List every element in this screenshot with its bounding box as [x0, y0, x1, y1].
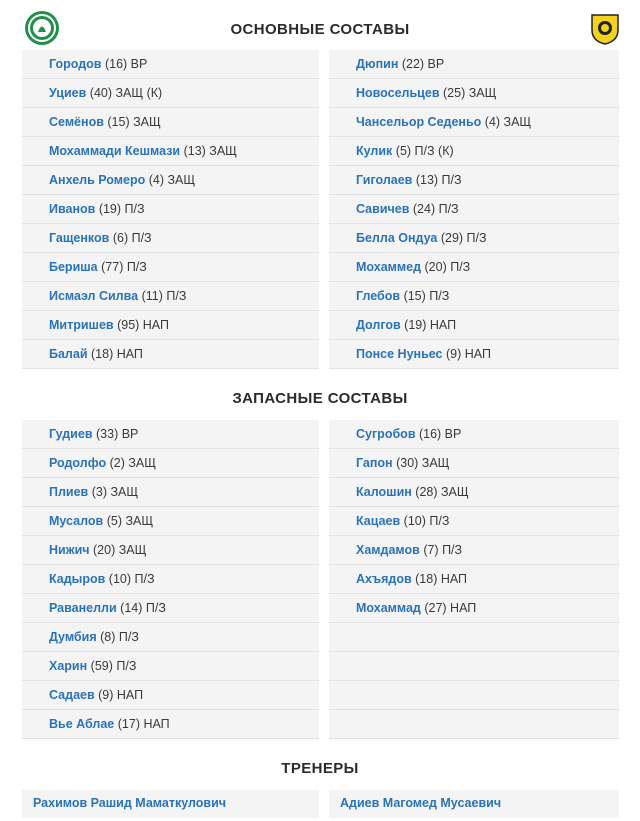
player-number-position: (77) П/З	[101, 260, 147, 274]
player-number-position: (2) ЗАЩ	[109, 456, 156, 470]
player-row	[22, 253, 319, 282]
player-number-position: (3) ЗАЩ	[91, 485, 139, 499]
player-name-link[interactable]: Долгов	[356, 318, 401, 332]
player-row	[329, 137, 619, 166]
player-row	[329, 311, 619, 340]
player-number-position: (13) ЗАЩ	[183, 144, 237, 158]
lineups-heading: ОСНОВНЫЕ СОСТАВЫ	[230, 21, 410, 38]
player-row	[22, 340, 319, 369]
player-number-position: (16) ВР	[104, 57, 148, 71]
player-number-position: (20) П/З	[424, 260, 471, 274]
away-starting-list	[329, 50, 619, 369]
player-number-position: (28) ЗАЩ	[415, 485, 469, 499]
player-number-position: (4) ЗАЩ	[148, 173, 196, 187]
coaches-heading: ТРЕНЕРЫ	[281, 760, 359, 777]
player-number-position: (27) НАП	[424, 601, 477, 615]
player-row	[329, 594, 619, 623]
player-name-link[interactable]: Белла Ондуа	[356, 231, 438, 245]
player-row	[22, 623, 319, 652]
player-name-link[interactable]: Родолфо	[49, 456, 107, 470]
player-number-position: (10) П/З	[108, 572, 155, 586]
player-number-position: (16) ВР	[418, 427, 462, 441]
player-row	[22, 311, 319, 340]
player-row	[22, 166, 319, 195]
player-row	[22, 594, 319, 623]
player-number-position: (17) НАП	[117, 717, 170, 731]
player-name-link[interactable]: Плиев	[49, 485, 89, 499]
empty-row	[329, 681, 619, 710]
player-name-link[interactable]: Семёнов	[49, 115, 104, 129]
player-row	[22, 79, 319, 108]
home-starting-list	[22, 50, 319, 369]
player-number-position: (18) НАП	[415, 572, 468, 586]
player-number-position: (10) П/З	[403, 514, 450, 528]
player-row	[22, 420, 319, 449]
player-number-position: (59) П/З	[90, 659, 137, 673]
player-number-position: (9) НАП	[445, 347, 491, 361]
player-row	[329, 340, 619, 369]
player-name-link[interactable]: Вье Аблае	[49, 717, 115, 731]
player-number-position: (11) П/З	[141, 289, 187, 303]
player-row	[22, 108, 319, 137]
player-name-link[interactable]: Митришев	[49, 318, 114, 332]
player-name-link[interactable]: Мохаммед	[356, 260, 422, 274]
player-name-link[interactable]: Сугробов	[356, 427, 416, 441]
player-number-position: (19) НАП	[404, 318, 457, 332]
player-name-link[interactable]: Кулик	[356, 144, 393, 158]
player-row	[22, 224, 319, 253]
player-name-link[interactable]: Раванелли	[49, 601, 117, 615]
player-number-position: (6) П/З	[112, 231, 152, 245]
away-subs-list	[329, 420, 619, 739]
player-row	[329, 536, 619, 565]
player-row	[22, 710, 319, 739]
player-name-link[interactable]: Савичев	[356, 202, 410, 216]
player-number-position: (95) НАП	[117, 318, 169, 332]
player-name-link[interactable]: Мохаммади Кешмази	[49, 144, 181, 158]
empty-row	[329, 710, 619, 739]
player-name-link[interactable]: Кацаев	[356, 514, 401, 528]
player-row	[22, 478, 319, 507]
player-name-link[interactable]: Глебов	[356, 289, 401, 303]
subs-heading: ЗАПАСНЫЕ СОСТАВЫ	[232, 390, 408, 407]
player-number-position: (15) П/З	[403, 289, 450, 303]
player-name-link[interactable]: Кадыров	[49, 572, 106, 586]
player-name-link[interactable]: Мусалов	[49, 514, 104, 528]
player-name-link[interactable]: Дюпин	[356, 57, 399, 71]
player-row	[329, 166, 619, 195]
player-number-position: (24) П/З	[412, 202, 459, 216]
player-number-position: (15) ЗАЩ	[107, 115, 161, 129]
player-row	[22, 282, 319, 311]
player-name-link[interactable]: Гудиев	[49, 427, 93, 441]
player-number-position: (22) ВР	[401, 57, 445, 71]
player-row	[22, 681, 319, 710]
empty-row	[329, 652, 619, 681]
player-name-link[interactable]: Харин	[49, 659, 88, 673]
player-name-link[interactable]: Думбия	[49, 630, 97, 644]
player-name-link[interactable]: Уциев	[49, 86, 87, 100]
empty-row	[329, 623, 619, 652]
home-coach-link[interactable]: Рахимов Рашид Маматкулович	[22, 790, 319, 818]
player-row	[329, 195, 619, 224]
player-number-position: (40) ЗАЩ (К)	[89, 86, 163, 100]
player-row	[329, 565, 619, 594]
player-name-link[interactable]: Чансельор Седеньо	[356, 115, 482, 129]
player-name-link[interactable]: Бериша	[49, 260, 98, 274]
player-number-position: (33) ВР	[96, 427, 139, 441]
player-name-link[interactable]: Анхель Ромеро	[49, 173, 146, 187]
player-row	[22, 565, 319, 594]
player-number-position: (7) П/З	[423, 543, 463, 557]
player-name-link[interactable]: Хамдамов	[356, 543, 420, 557]
player-name-link[interactable]: Нижич	[49, 543, 90, 557]
player-number-position: (9) НАП	[98, 688, 144, 702]
player-name-link[interactable]: Понсе Нуньес	[356, 347, 443, 361]
player-name-link[interactable]: Садаев	[49, 688, 95, 702]
player-row	[329, 478, 619, 507]
player-name-link[interactable]: Гапон	[356, 456, 393, 470]
player-number-position: (8) П/З	[100, 630, 139, 644]
player-name-link[interactable]: Ахъядов	[356, 572, 412, 586]
player-row	[22, 652, 319, 681]
home-subs-list	[22, 420, 319, 739]
player-row	[22, 507, 319, 536]
player-name-link[interactable]: Гиголаев	[356, 173, 413, 187]
player-row	[22, 449, 319, 478]
player-row	[329, 108, 619, 137]
player-number-position: (29) П/З	[440, 231, 487, 245]
player-name-link[interactable]: Гащенков	[49, 231, 110, 245]
away-coach-link[interactable]: Адиев Магомед Мусаевич	[329, 790, 619, 818]
player-number-position: (19) П/З	[98, 202, 145, 216]
player-row	[22, 137, 319, 166]
player-number-position: (14) П/З	[120, 601, 166, 615]
player-row	[329, 79, 619, 108]
player-number-position: (25) ЗАЩ	[443, 86, 497, 100]
player-row	[22, 50, 319, 79]
player-row	[329, 224, 619, 253]
player-name-link[interactable]: Мохаммад	[356, 601, 421, 615]
player-number-position: (20) ЗАЩ	[93, 543, 147, 557]
player-name-link[interactable]: Калошин	[356, 485, 412, 499]
player-number-position: (4) ЗАЩ	[484, 115, 532, 129]
player-row	[329, 50, 619, 79]
player-row	[329, 420, 619, 449]
player-name-link[interactable]: Балай	[49, 347, 88, 361]
player-row	[329, 449, 619, 478]
player-row	[329, 507, 619, 536]
player-name-link[interactable]: Новосельцев	[356, 86, 440, 100]
player-row	[329, 253, 619, 282]
player-number-position: (5) ЗАЩ	[106, 514, 154, 528]
player-name-link[interactable]: Городов	[49, 57, 102, 71]
player-number-position: (30) ЗАЩ	[396, 456, 450, 470]
player-name-link[interactable]: Исмаэл Силва	[49, 289, 139, 303]
player-number-position: (5) П/З (К)	[395, 144, 454, 158]
player-name-link[interactable]: Иванов	[49, 202, 96, 216]
player-row	[22, 536, 319, 565]
player-number-position: (13) П/З	[415, 173, 462, 187]
player-number-position: (18) НАП	[91, 347, 143, 361]
player-row	[329, 282, 619, 311]
player-row	[22, 195, 319, 224]
